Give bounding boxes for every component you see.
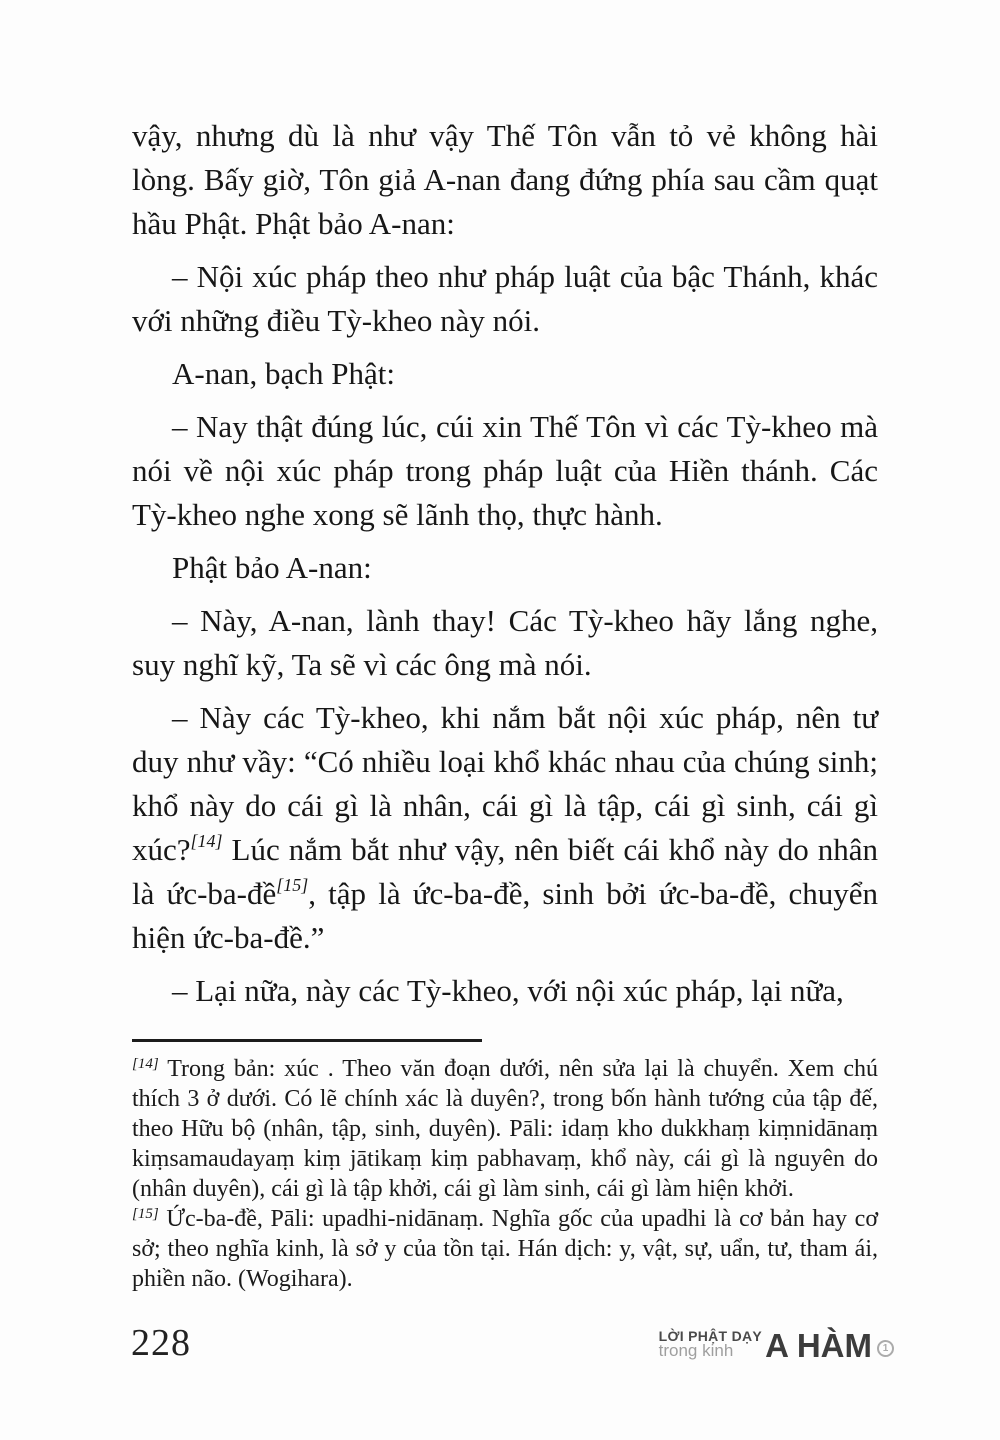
book-logo: [658, 1327, 894, 1364]
paragraph-7-text: Lúc nắm bắt như vậy, nên biết cái khổ này do nhân là ức-ba-đề: [132, 832, 878, 911]
body-text: [132, 114, 878, 1013]
paragraph-2: – Nội xúc pháp theo như pháp luật của bậc Thánh, khác với những điều Tỳ-kheo này nói.: [132, 259, 878, 338]
footnote-ref-14: [14]: [190, 831, 223, 851]
logo-tagline-bottom: trong kinh: [658, 1341, 734, 1360]
paragraph-8: – Lại nữa, này các Tỳ-kheo, với nội xúc pháp, lại nữa,: [172, 973, 844, 1008]
paragraph-5: Phật bảo A-nan:: [172, 550, 372, 585]
footnote-14-text: Trong bản: xúc . Theo văn đoạn dưới, nên sửa lại là chuyển. Xem chú thích 3 ở dưới. Có lẽ chính xác là duyên?, trong bốn hành tướng của tập đế, theo Hữu bộ (nhân, tập, sinh, duyên). Pāli: idaṃ kho dukkhaṃ kiṃnidānaṃ kiṃsamaudayaṃ kiṃ jātikaṃ kiṃ pabhavaṃ, khổ này, cái gì là nguyên do (nhân duyên), cái gì là tập khởi, cái gì làm sinh, cái gì làm hiện khởi.: [132, 1056, 878, 1202]
paragraph-6: – Này, A-nan, lành thay! Các Tỳ-kheo hãy lắng nghe, suy nghĩ kỹ, Ta sẽ vì các ông mà nói.: [132, 603, 878, 682]
paragraph-1: vậy, nhưng dù là như vậy Thế Tôn vẫn tỏ vẻ không hài lòng. Bấy giờ, Tôn giả A-nan đang đứng phía sau cầm quạt hầu Phật. Phật bảo A-nan:: [132, 118, 878, 241]
logo-title: A HÀM: [765, 1327, 872, 1364]
paragraph-7: [132, 696, 878, 960]
logo-tagline: [659, 1329, 762, 1359]
footnote-marker-15: [15]: [132, 1206, 159, 1222]
footnote-ref-15: [15]: [276, 875, 309, 895]
footnote-marker-14: [14]: [132, 1056, 159, 1072]
footnote-15-text: Ức-ba-đề, Pāli: upadhi-nidānaṃ. Nghĩa gốc của upadhi là cơ bản hay cơ sở; theo nghĩa kinh, là sở y của tồn tại. Hán dịch: y, vật, sự, uẩn, tư, tham ái, phiền não. (Wogihara).: [132, 1206, 879, 1292]
paragraph-3: A-nan, bạch Phật:: [172, 356, 395, 391]
logo-tagline-top: LỜI PHẬT DẠY: [658, 1328, 763, 1344]
footnote-14: [132, 1054, 878, 1204]
paragraph-7-text: – Này các Tỳ-kheo, khi nắm bắt nội xúc pháp, nên tư duy như vầy: “Có nhiều loại khổ khác nhau của chúng sinh; khổ này do cái gì là nhân, cái gì là tập, cái gì sinh, cái gì xúc?: [132, 700, 878, 867]
circled-volume-1-icon: 1: [877, 1340, 894, 1357]
paragraph-7-text: , tập là ức-ba-đề, sinh bởi ức-ba-đề, chuyển hiện ức-ba-đề.”: [132, 876, 878, 955]
page-number: 228: [131, 1322, 191, 1364]
footnote-15: [132, 1204, 878, 1294]
paragraph-4: – Nay thật đúng lúc, cúi xin Thế Tôn vì các Tỳ-kheo mà nói về nội xúc pháp trong pháp luật của Hiền thánh. Các Tỳ-kheo nghe xong sẽ lãnh thọ, thực hành.: [132, 409, 878, 532]
footnote-section: [132, 1054, 878, 1294]
footnote-separator-rule: [132, 1039, 482, 1042]
